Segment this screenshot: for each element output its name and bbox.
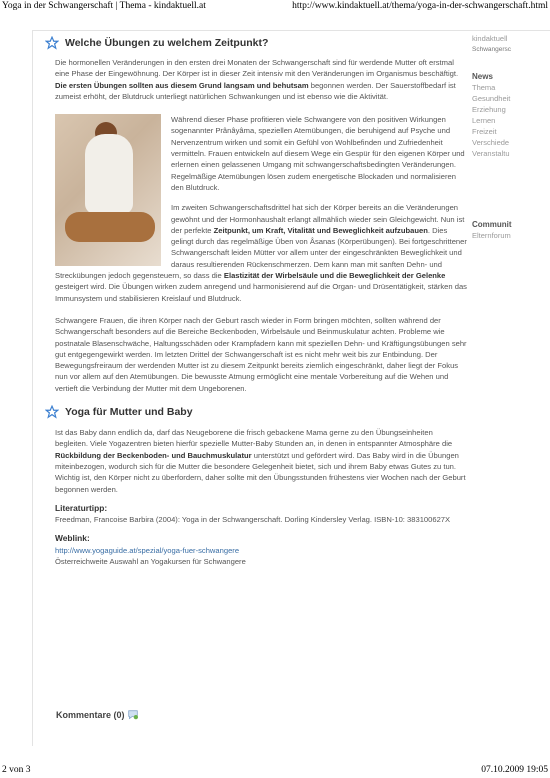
sidebar-community-heading: Communit — [472, 220, 512, 229]
paragraph: Schwangere Frauen, die ihren Körper nach der Geburt rasch wieder in Form bringen möchten, sollten während der Schwangerschaft besonders auf die Bereiche Beckenboden, Wirbelsäule und Beinmuskulatur achten. Probleme wie postnatale Blasenschwäche, Haltungsschäden oder Krampfadern kann mit speziellen Dehn- und Kräftigungsübungen sehr gut entgegengewirkt werden. Im letzten Drittel der Schwangerschaft ist es nicht mehr weit bis zur Entbindung. Der Bewegungsfreiraum der werdenden Mutter ist zu diesem Zeitpunkt bereits ziemlich eingeschränkt, daher liegt der Fokus nun vor allem auf den Atemübungen. Die bewusste Atmung ermöglicht eine mentale Vorbereitung auf die Wehen und vertieft die Verbindung der Mutter mit dem Ungeborenen. — [55, 315, 467, 393]
paragraph — [55, 57, 467, 102]
bold-text: Zeitpunkt, um Kraft, Vitalität und Beweglichkeit aufzubauen — [213, 225, 428, 235]
sidebar-item-veranstaltungen[interactable]: Veranstaltu — [472, 149, 510, 158]
text-run: Die hormonellen Veränderungen in den ersten drei Monaten der Schwangerschaft sind für werdende Mutter oft erstmal eine Phase der Eingewöhnung. Der Körper ist in dieser Zeit intensiv mit den Veränderungen im Organismus beschäftigt. — [55, 58, 459, 79]
comments-label: Kommentare (0) — [56, 710, 125, 720]
section-title: Welche Übungen zu welchem Zeitpunkt? — [65, 37, 269, 49]
print-header-title: Yoga in der Schwangerschaft | Thema - kindaktuell.at — [2, 1, 206, 11]
literature-block — [55, 503, 467, 526]
text-run: unterstützt und gefördert wird. Das Baby wird in die Übungen miteinbezogen, wodurch sich für die Mutter die besondere Gelegenheit bietet, sich und ihrem Baby etwas Gutes zu tun. Wichtig ist, den Körper nicht zu überfordern, daher sollte mit den Übungsstunden frühestens vier Wochen nach der Geburt begonnen werden. — [55, 450, 466, 494]
sidebar-item-elternforum[interactable]: Elternforum — [472, 231, 511, 240]
print-footer-page: 2 von 3 — [2, 765, 31, 775]
bold-text: Rückbildung der Beckenboden- und Bauchmuskulatur — [55, 450, 252, 460]
sidebar-item-verschiedenes[interactable]: Verschiede — [472, 138, 510, 147]
right-sidebar — [472, 33, 550, 241]
speech-bubble-icon — [127, 710, 139, 720]
sidebar-item-lernen[interactable]: Lernen — [472, 116, 496, 125]
literature-heading: Literaturtipp: — [55, 502, 108, 513]
text-run: Ist das Baby dann endlich da, darf das Neugeborene die frisch gebackene Mama gerne zu den Übungseinheiten begleiten. Viele Yogazentren bieten hierfür spezielle Mutter-Baby Stunden an, in denen in entspannter Atmosphäre die — [55, 428, 453, 449]
paragraph: Während dieser Phase profitieren viele Schwangere von den positiven Wirkungen sogenannter Prânâyâma, speziellen Atemübungen, die beruhigend auf Psyche und Nervenzentrum wirken und somit ein Gefühl von Wohlbefinden und Zufriedenheit vermitteln. Frauen entwickeln auf diesem Wege ein Gespür für den eigenen Körper und erlernen einen gelassenen Umgang mit schwangerschaftsbedingten Veränderungen. Regelmäßige Atemübungen lösen zudem energetische Blockaden und normalisieren den Blutdruck. — [171, 115, 465, 192]
sidebar-item-gesundheit[interactable]: Gesundheit — [472, 94, 511, 103]
section-heading — [45, 402, 470, 422]
content-border-left — [32, 30, 33, 746]
star-icon — [45, 36, 59, 50]
sidebar-item-freizeit[interactable]: Freizeit — [472, 127, 497, 136]
text-run: begonnen werden. Der Sauerstoffbedarf ist zumeist erhöht, der Blutdruck unterliegt natürlichen Schwankungen und ist ebenso wie die Aktivität. — [55, 80, 456, 101]
weblink-heading: Weblink: — [55, 533, 90, 544]
paragraph — [55, 427, 467, 495]
text-run: . Dies gelingt durch das regelmäßige Üben von Âsanas (Körperübungen). Bei fortgeschrittener Schwangerschaft leiden Mütter vor allem unter der eingeschränkten Beweglichkeit und daraus resultierenden Rückenschmerzen. Dem kann man mit sanften Dehn- und Streckübungen jedoch gegensteuern, so dass die — [55, 225, 467, 281]
sidebar-news-heading: News — [472, 72, 493, 81]
text-run: Im zweiten Schwangerschaftsdrittel hat sich der Körper bereits an die Veränderungen gewöhnt und der Hormonhaushalt erlangt allmählich wieder sein Gleichgewicht. Nun ist der perfekte — [171, 203, 465, 235]
image-text-block — [55, 114, 467, 304]
sidebar-brand-sub: Schwangersc — [472, 46, 512, 53]
print-footer-date: 07.10.2009 19:05 — [481, 765, 548, 775]
star-icon — [45, 405, 59, 419]
bold-text: Die ersten Übungen sollten aus diesem Grund langsam und behutsam — [55, 80, 309, 90]
sidebar-item-thema[interactable]: Thema — [472, 83, 496, 92]
comments-link[interactable] — [56, 710, 139, 720]
weblink-url[interactable]: http://www.yogaguide.at/spezial/yoga-fuer-schwangere — [55, 545, 240, 555]
weblink-block — [55, 533, 467, 567]
sidebar-brand[interactable]: kindaktuell — [472, 34, 508, 43]
content-border-top — [32, 30, 550, 31]
literature-text: Freedman, Francoise Barbira (2004): Yoga in der Schwangerschaft. Dorling Kindersley Verlag. ISBN-10: 383100627X — [55, 515, 451, 525]
bold-text: Elastizität der Wirbelsäule und die Beweglichkeit der Gelenke — [223, 271, 446, 281]
section-heading — [45, 33, 470, 53]
article-main — [45, 33, 470, 567]
sidebar-item-erziehung[interactable]: Erziehung — [472, 105, 506, 114]
pregnant-yoga-photo — [55, 114, 161, 266]
print-header-url: http://www.kindaktuell.at/thema/yoga-in-der-schwangerschaft.html — [292, 1, 548, 11]
text-run: gesteigert wird. Die Übungen wirken zudem anregend und harmonisierend auf die Organ- und Drüsentätigkeit, stärken das Immunsystem und stabilisieren Kreislauf und Blutdruck. — [55, 282, 467, 303]
section-title: Yoga für Mutter und Baby — [65, 406, 193, 419]
weblink-description: Österreichweite Auswahl an Yogakursen für Schwangere — [55, 556, 246, 566]
